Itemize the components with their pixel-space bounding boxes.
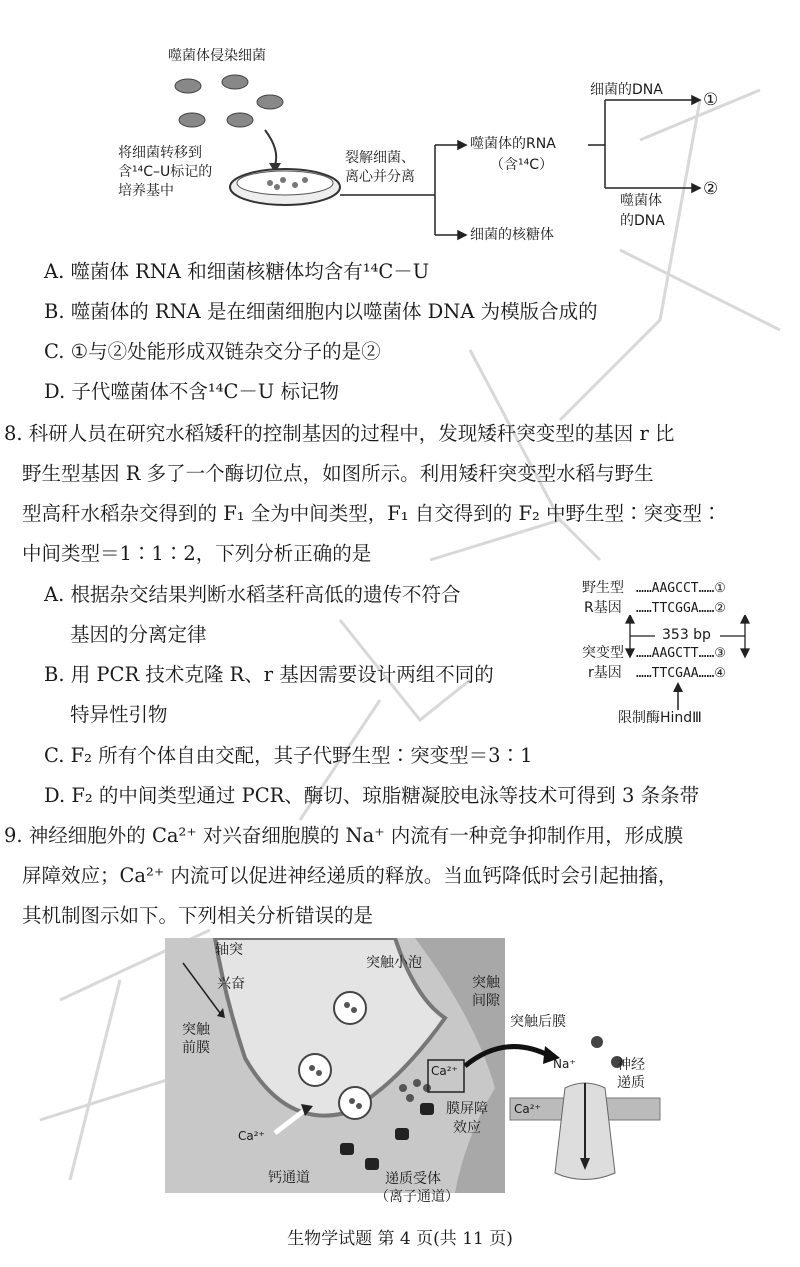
lyse-line1: 裂解细菌、: [345, 150, 415, 166]
q7-option-d: D. 子代噬菌体不含¹⁴C－U 标记物: [44, 380, 340, 403]
ca-box-label: Ca²⁺: [431, 1064, 458, 1078]
r-gene-label: r基因: [588, 665, 622, 681]
presynaptic-label2: 前膜: [182, 1040, 210, 1056]
q7-option-a: A. 噬菌体 RNA 和细菌核糖体均含有¹⁴C－U: [44, 260, 430, 283]
na-label: Na⁺: [553, 1057, 576, 1071]
seq-2: ……TTCGGA……②: [636, 601, 726, 616]
receptor-label2: （离子通道）: [375, 1189, 459, 1205]
ca-left-label: Ca²⁺: [238, 1129, 265, 1143]
q9-line3: 其机制图示如下。下列相关分析错误的是: [22, 904, 374, 927]
q8-option-b2: 特异性引物: [70, 703, 168, 726]
q8-option-a1: A. 根据杂交结果判断水稻茎秆高低的遗传不符合: [44, 583, 461, 606]
bacteria-dna: 细菌的DNA: [590, 82, 663, 98]
ca-right-label: Ca²⁺: [514, 1102, 541, 1116]
bp-label: 353 bp: [662, 627, 711, 643]
infect-label: 噬菌体侵染细菌: [168, 48, 266, 64]
q8-option-d: D. F₂ 的中间类型通过 PCR、酶切、琼脂糖凝胶电泳等技术可得到 3 条条带: [44, 784, 700, 807]
phage-rna-line1: 噬菌体的RNA: [470, 136, 556, 152]
presynaptic-label1: 突触: [182, 1022, 210, 1038]
nt-label1: 神经: [617, 1057, 645, 1073]
q8-line1: 8. 科研人员在研究水稻矮秆的控制基因的过程中，发现矮秆突变型的基因 r 比: [4, 422, 675, 445]
phage-dna-line1: 噬菌体: [620, 193, 662, 209]
q9-line1: 9. 神经细胞外的 Ca²⁺ 对兴奋细胞膜的 Na⁺ 内流有一种竞争抑制作用，形成膜: [4, 824, 684, 847]
receptor-label1: 递质受体: [385, 1171, 441, 1187]
q7-option-b: B. 噬菌体的 RNA 是在细菌细胞内以噬菌体 DNA 为模版合成的: [44, 300, 598, 323]
circle-1: ①: [703, 90, 719, 110]
R-gene-label: R基因: [584, 600, 622, 616]
ca-channel-label: 钙通道: [268, 1170, 310, 1186]
enzyme-arrow: [668, 682, 688, 712]
lyse-line2: 离心并分离: [345, 169, 415, 185]
page-footer: 生物学试题 第 4 页(共 11 页): [287, 1229, 513, 1249]
wild-type-label: 野生型: [582, 580, 624, 596]
barrier-label2: 效应: [453, 1120, 481, 1136]
transfer-line1: 将细菌转移到: [118, 145, 202, 161]
axon-label: 轴突: [215, 942, 243, 958]
q8-line3: 型高秆水稻杂交得到的 F₁ 全为中间类型，F₁ 自交得到的 F₂ 中野生型∶突变型∶: [22, 502, 722, 525]
q8-line4: 中间类型＝1∶1∶2，下列分析正确的是: [22, 542, 372, 565]
phage-rna-line2: （含¹⁴C）: [490, 157, 553, 173]
mutant-label: 突变型: [582, 645, 624, 661]
barrier-label1: 膜屏障: [446, 1101, 488, 1117]
transfer-line2: 含¹⁴C–U标记的: [118, 164, 213, 180]
seq-3: ……AAGCTT……③: [636, 646, 726, 661]
vesicle-label: 突触小泡: [366, 955, 422, 971]
bacteria-ribosome: 细菌的核糖体: [470, 227, 554, 243]
enzyme-label: 限制酶HindⅢ: [618, 710, 702, 726]
q7-option-c: C. ①与②处能形成双链杂交分子的是②: [44, 340, 381, 363]
seq-4: ……TTCGAA……④: [636, 666, 726, 681]
q8-option-b1: B. 用 PCR 技术克隆 R、r 基因需要设计两组不同的: [44, 663, 494, 686]
excite-label: 兴奋: [217, 976, 245, 992]
cleft-label2: 间隙: [472, 993, 500, 1009]
q8-line2: 野生型基因 R 多了一个酶切位点，如图所示。利用矮秆突变型水稻与野生: [22, 462, 654, 485]
q9-line2: 屏障效应；Ca²⁺ 内流可以促进神经递质的释放。当血钙降低时会引起抽搐，: [22, 864, 678, 887]
cleft-label1: 突触: [472, 975, 500, 991]
q8-option-c: C. F₂ 所有个体自由交配，其子代野生型∶突变型＝3∶1: [44, 744, 533, 767]
seq-1: ……AAGCCT……①: [636, 581, 726, 596]
q8-option-a2: 基因的分离定律: [70, 623, 207, 646]
nt-label2: 递质: [617, 1075, 645, 1091]
phage-dna-line2: 的DNA: [620, 213, 665, 229]
circle-2: ②: [703, 179, 719, 199]
postsynaptic-label: 突触后膜: [510, 1014, 566, 1030]
transfer-line3: 培养基中: [118, 183, 174, 199]
